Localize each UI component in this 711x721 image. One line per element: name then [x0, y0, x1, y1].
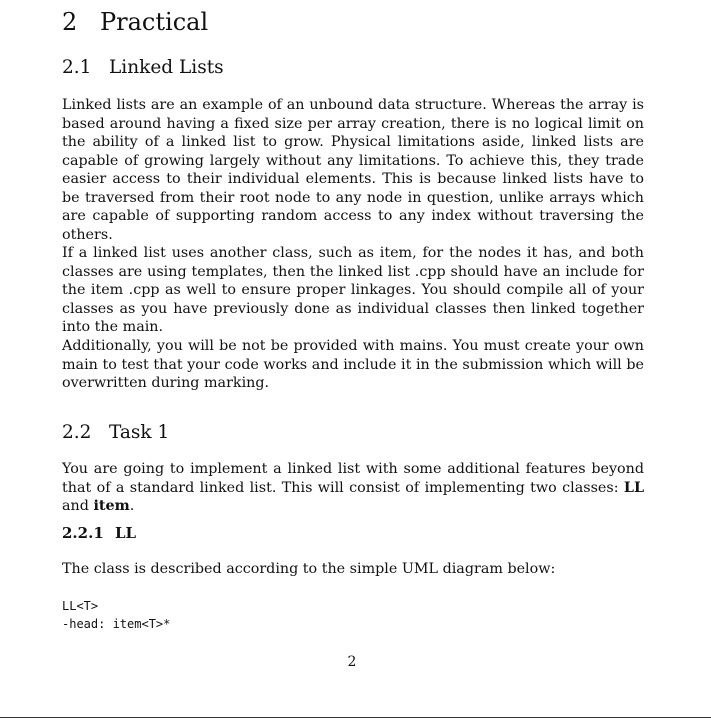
- section-title: Practical: [100, 8, 209, 36]
- paragraph-mains: Additionally, you will be not be provided with mains. You must create your own main to test that your code works and include it in the submission which will be overwritten during marking.: [62, 338, 644, 391]
- class-name-ll: LL: [623, 479, 644, 496]
- subsection-title: Linked Lists: [109, 57, 224, 78]
- subsubsection-title: LL: [115, 524, 137, 542]
- subsection-number: 2.1: [62, 57, 92, 78]
- subsection-heading-linked-lists: [62, 56, 224, 80]
- subsection-title: Task 1: [109, 422, 170, 443]
- task1-intro-text: You are going to implement a linked list with some additional features beyond that of a standard linked list. This will consist of implementing two classes:: [62, 461, 644, 496]
- uml-class-name: LL<T>: [62, 599, 99, 613]
- subsubsection-heading-ll: [62, 523, 136, 543]
- page-number: 2: [347, 654, 357, 670]
- task1-intro-end: .: [129, 498, 135, 514]
- subsection-number: 2.2: [62, 422, 92, 443]
- subsection-heading-task1: [62, 421, 169, 445]
- paragraph-templates-include: If a linked list uses another class, such as item, for the nodes it has, and both classes are using templates, then the linked list .cpp should have an include for the item .cpp as well to ensure proper linkages. You should compile all of your classes as you have previously done as individual classes then linked together into the main.: [62, 245, 644, 335]
- paragraph-task1-intro: [62, 460, 644, 516]
- uml-code-block: [62, 597, 170, 633]
- task1-intro-and: and: [62, 498, 94, 514]
- page-bottom-divider: [0, 717, 711, 718]
- subsubsection-number: 2.2.1: [62, 524, 104, 542]
- uml-attribute-head: -head: item<T>*: [62, 617, 171, 631]
- section-number: 2: [62, 8, 78, 36]
- class-name-item: item: [93, 498, 130, 514]
- section-heading: [62, 7, 208, 37]
- paragraph-uml-description: The class is described according to the simple UML diagram below:: [62, 561, 556, 577]
- paragraph-linked-lists-intro: Linked lists are an example of an unbound data structure. Whereas the array is based around having a fixed size per array creation, there is no logical limit on the ability of a linked list to grow. Physical limitations aside, linked lists are capable of growing largely without any limitations. To achieve this, they trade easier access to their individual elements. This is because linked lists have to be traversed from their root node to any node in question, unlike arrays which are capable of supporting random access to any index without traversing the others.: [62, 97, 644, 243]
